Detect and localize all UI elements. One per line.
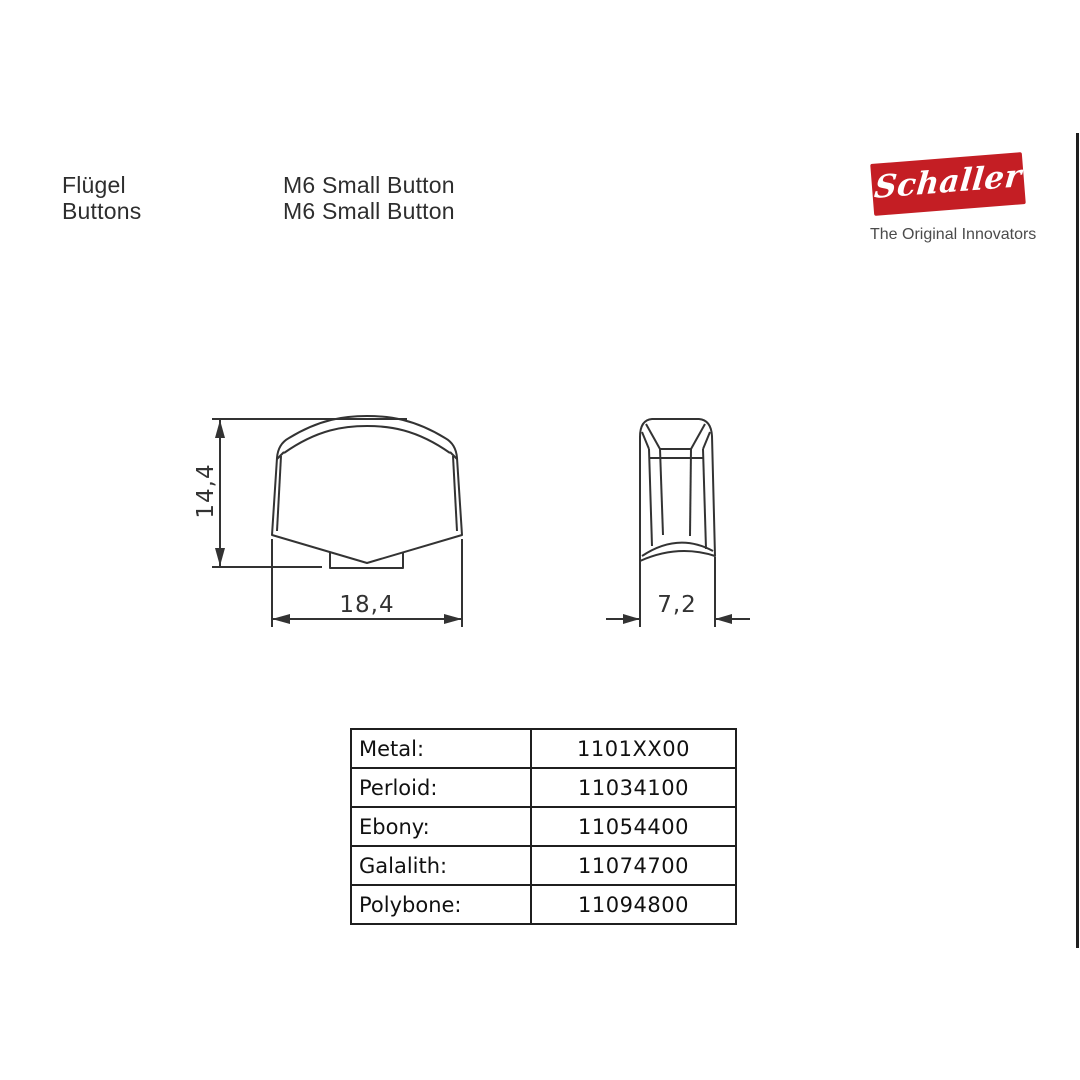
article-code: 11034100	[531, 768, 736, 807]
side-width-label: 7,2	[657, 592, 697, 618]
product-family-line2: Buttons	[62, 198, 142, 224]
table-row	[351, 846, 736, 885]
article-code: 11094800	[531, 885, 736, 924]
product-family-line1: Flügel	[62, 172, 126, 198]
product-name-line1: M6 Small Button	[283, 172, 455, 198]
article-code: 11074700	[531, 846, 736, 885]
material-label: Galalith:	[351, 846, 531, 885]
brand-tagline: The Original Innovators	[870, 226, 1037, 243]
side-width-dimension	[606, 557, 750, 627]
scan-edge-line	[1076, 133, 1079, 948]
table-row	[351, 768, 736, 807]
front-width-dimension	[272, 539, 462, 627]
material-label: Ebony:	[351, 807, 531, 846]
front-width-label: 18,4	[339, 592, 395, 618]
material-label: Perloid:	[351, 768, 531, 807]
article-number-table	[350, 728, 737, 925]
table-row	[351, 729, 736, 768]
product-name-line2: M6 Small Button	[283, 198, 455, 224]
front-view-outline	[272, 416, 462, 568]
front-height-dimension	[193, 419, 407, 567]
schaller-logo-text: Schaller	[872, 157, 1024, 206]
table-row	[351, 807, 736, 846]
material-label: Polybone:	[351, 885, 531, 924]
side-view-outline	[640, 419, 715, 561]
article-code: 11054400	[531, 807, 736, 846]
table-row	[351, 885, 736, 924]
front-height-label: 14,4	[193, 463, 219, 519]
article-code: 1101XX00	[531, 729, 736, 768]
material-label: Metal:	[351, 729, 531, 768]
